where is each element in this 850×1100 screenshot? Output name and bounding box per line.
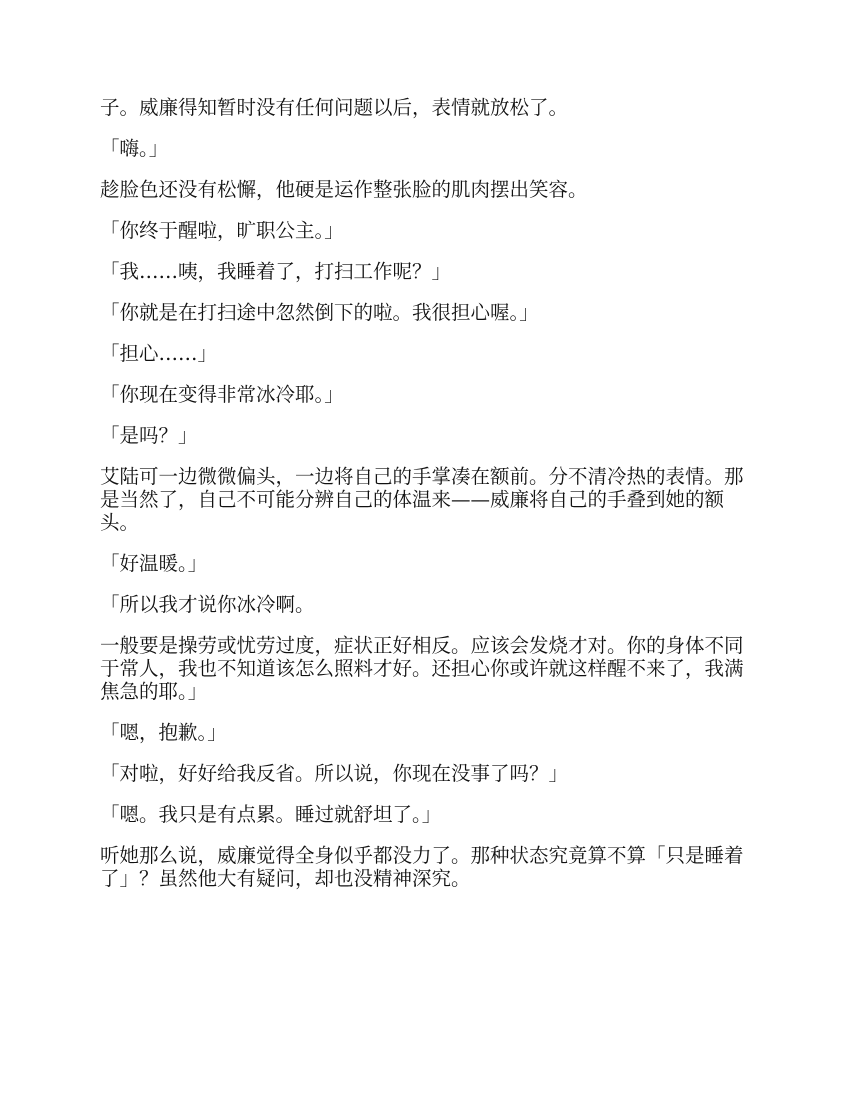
document-page (100, 96, 752, 908)
paragraph: 趁脸色还没有松懈，他硬是运作整张脸的肌肉摆出笑容。 (100, 178, 588, 201)
paragraph: 艾陆可一边微微偏头，一边将自己的手掌凑在额前。分不清冷热的表情。那是当然了，自己不可能分辨自己的体温来——威廉将自己的手叠到她的额头。 (100, 465, 744, 534)
dialogue-line: 「嗯，抱歉。」 (100, 721, 227, 744)
dialogue-line: 「你就是在打扫途中忽然倒下的啦。我很担心喔。」 (100, 301, 539, 324)
dialogue-line: 「你现在变得非常冰冷耶。」 (100, 383, 344, 406)
paragraph: 听她那么说，威廉觉得全身似乎都没力了。那种状态究竟算不算「只是睡着了」？虽然他大有疑问，却也没精神深究。 (100, 844, 744, 890)
dialogue-line: 「好温暖。」 (100, 552, 208, 575)
dialogue-line: 「嗯。我只是有点累。睡过就舒坦了。」 (100, 803, 442, 826)
dialogue-line: 「所以我才说你冰冷啊。 (100, 593, 315, 616)
dialogue-line: 「担心……」 (100, 342, 218, 365)
dialogue-line: 「嗨。」 (100, 137, 169, 160)
dialogue-line: 「你终于醒啦，旷职公主。」 (100, 219, 344, 242)
paragraph: 子。威廉得知暂时没有任何问题以后，表情就放松了。 (100, 96, 569, 119)
dialogue-line: 「我……咦，我睡着了，打扫工作呢？」 (100, 260, 452, 283)
dialogue-line: 「对啦，好好给我反省。所以说，你现在没事了吗？」 (100, 762, 569, 785)
dialogue-line: 「是吗？」 (100, 424, 198, 447)
paragraph: 一般要是操劳或忧劳过度，症状正好相反。应该会发烧才对。你的身体不同于常人，我也不知道该怎么照料才好。还担心你或许就这样醒不来了，我满焦急的耶。」 (100, 634, 744, 703)
